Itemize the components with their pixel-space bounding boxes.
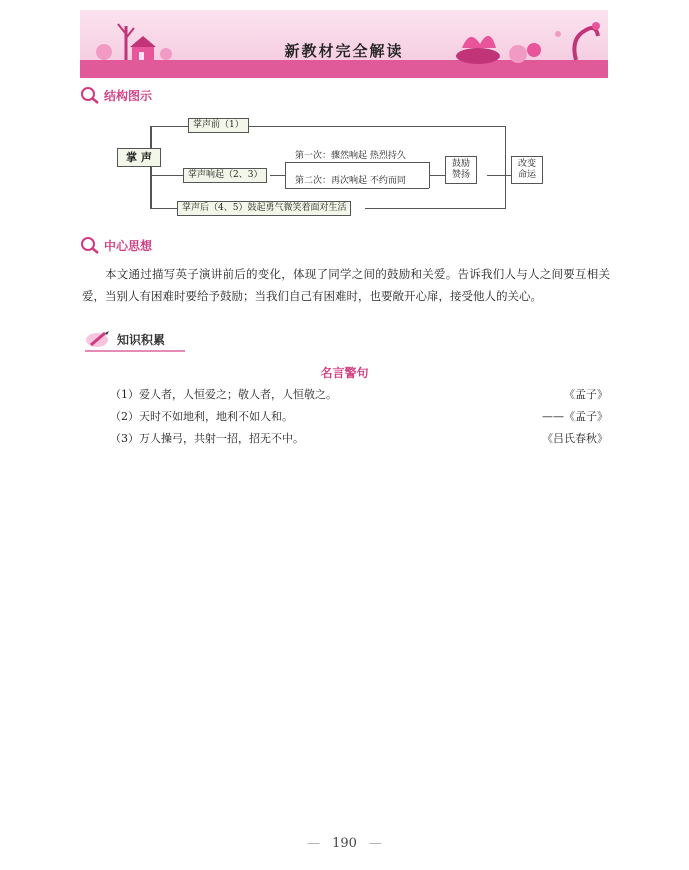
diagram-first-clap: 第一次：骤然响起 热烈持久 [295, 151, 406, 161]
quote-row [110, 430, 608, 446]
quote-text: （1）爱人者，人恒爱之；敬人者，人恒敬之。 [110, 388, 337, 401]
page-number: 190 [332, 836, 357, 851]
diagram-second-clap: 第二次：再次响起 不约而同 [295, 176, 406, 186]
diagram-connector [150, 208, 180, 209]
quote-source: ——《孟子》 [542, 410, 608, 423]
quote-row [110, 386, 608, 402]
diagram-change-node [511, 156, 543, 184]
flowers-illustration [448, 14, 606, 66]
quote-source: 《孟子》 [564, 388, 608, 401]
theme-section-heading [80, 236, 152, 254]
quote-source: 《吕氏春秋》 [542, 432, 608, 445]
diagram-change-line1: 改变 [518, 159, 537, 169]
quote-text: （2）天时不如地利，地利不如人和。 [110, 410, 293, 423]
header-title: 新教材完全解读 [284, 42, 404, 60]
diagram-encourage-line1: 鼓励 [452, 159, 471, 169]
diagram-before-node: 掌声前（1） [188, 118, 249, 133]
structure-section-heading [80, 86, 152, 104]
magnifier-icon [80, 236, 100, 254]
diagram-root-node: 掌 声 [117, 148, 161, 167]
structure-diagram [115, 112, 535, 222]
knowledge-section-title: 知识积累 [117, 332, 166, 347]
pencil-icon [85, 330, 111, 348]
page-header [80, 10, 608, 78]
quote-text: （3）万人操弓，共射一招，招无不中。 [110, 432, 304, 445]
knowledge-underline [85, 350, 185, 352]
quote-row [110, 408, 608, 424]
diagram-encourage-node [445, 156, 477, 184]
diagram-change-line2: 命运 [518, 170, 537, 180]
knowledge-section-heading [85, 330, 165, 348]
diagram-encourage-line2: 赞扬 [452, 170, 471, 180]
diagram-connector [150, 126, 152, 208]
theme-section-title: 中心思想 [104, 238, 153, 253]
diagram-connector [150, 126, 190, 127]
diagram-connector [487, 175, 511, 176]
diagram-connector [429, 175, 445, 176]
page-number-footer: — 190 — [307, 836, 382, 851]
summary-text: 本文通过描写英子演讲前后的变化，体现了同学之间的鼓励和关爱。告诉我们人与人之间要互相关爱，当别人有困难时要给予鼓励；当我们自己有困难时，也要敞开心扉，接受他人的关心。 [82, 267, 610, 303]
diagram-connector [150, 175, 185, 176]
diagram-connector [285, 188, 429, 189]
quotes-title: 名言警句 [320, 366, 369, 380]
magnifier-icon [80, 86, 100, 104]
structure-section-title: 结构图示 [104, 88, 153, 103]
diagram-connector [270, 175, 285, 176]
diagram-after-node: 掌声后（4、5）鼓起勇气微笑着面对生活 [177, 201, 351, 216]
diagram-during-node: 掌声响起（2、3） [183, 168, 267, 183]
summary-paragraph [82, 263, 610, 307]
diagram-connector [365, 208, 505, 209]
diagram-connector [505, 126, 506, 209]
diagram-connector [285, 162, 286, 188]
